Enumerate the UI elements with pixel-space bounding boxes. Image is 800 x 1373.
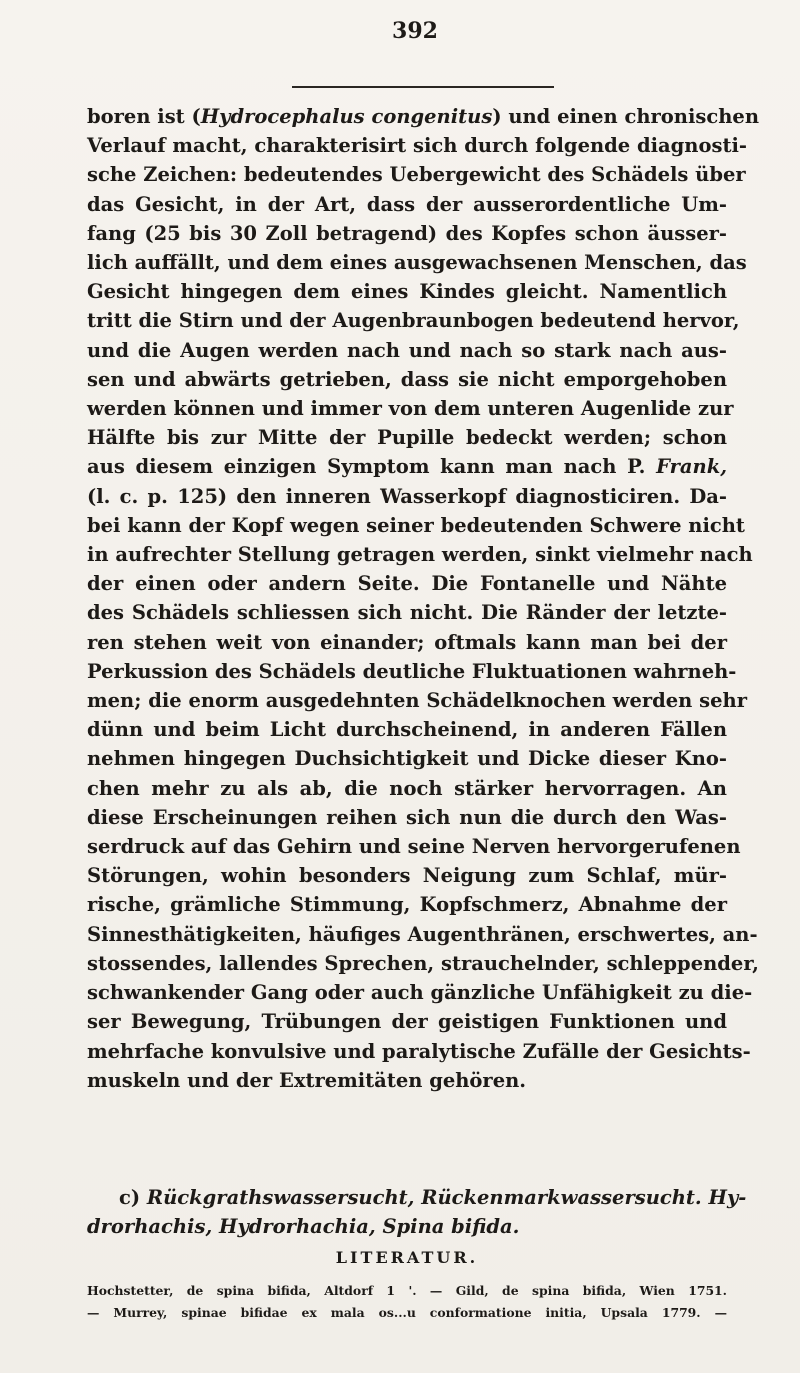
literature-line: — Murrey, spinae bifidae ex mala os...u conformatione initia, Upsala 1779. —: [87, 1305, 727, 1320]
body-text-line: Verlauf macht, charakterisirt sich durch folgende diagnosti-: [87, 134, 747, 158]
body-text-line: dünn und beim Licht durchscheinend, in anderen Fällen: [87, 718, 727, 742]
body-text-line: rische, grämliche Stimmung, Kopfschmerz, Abnahme der: [87, 893, 727, 917]
body-text-line: tritt die Stirn und der Augenbraunbogen bedeutend hervor,: [87, 309, 740, 333]
body-text-line: Gesicht hingegen dem eines Kindes gleicht. Namentlich: [87, 280, 727, 304]
body-text-line: serdruck auf das Gehirn und seine Nerven hervorgerufenen: [87, 835, 741, 859]
section-c-heading-line-2: drorhachis, Hydrorhachia, Spina bifida.: [87, 1215, 520, 1239]
body-text-line: men; die enorm ausgedehnten Schädelknochen werden sehr: [87, 689, 747, 713]
body-text-line: muskeln und der Extremitäten gehören.: [87, 1068, 527, 1092]
body-text-line: des Schädels schliessen sich nicht. Die Ränder der letzte-: [87, 601, 727, 625]
author-reference: Frank,: [656, 455, 727, 479]
header-rule: [292, 86, 554, 88]
body-text-line: boren ist (Hydrocephalus congenitus) und einen chronischen: [87, 105, 759, 128]
page-number: 392: [392, 18, 438, 44]
section-c-term-3: Hy-: [708, 1186, 747, 1209]
body-text-line: stossendes, lallendes Sprechen, strauchelnder, schleppender,: [87, 951, 759, 975]
body-text-line: sen und abwärts getrieben, dass sie nicht emporgehoben: [87, 367, 727, 391]
body-text-line: chen mehr zu als ab, die noch stärker hervorragen. An: [87, 776, 727, 800]
body-text-line: aus diesem einzigen Symptom kann man nach P. Frank,: [87, 455, 727, 479]
body-text-line: diese Erscheinungen reihen sich nun die durch den Was-: [87, 805, 727, 829]
body-text-line: werden können und immer von dem unteren Augenlide zur: [87, 397, 734, 421]
body-text-line: das Gesicht, in der Art, dass der ausserordentliche Um-: [87, 192, 727, 216]
body-text-line: ren stehen weit von einander; oftmals kann man bei der: [87, 630, 727, 654]
body-text-line: Perkussion des Schädels deutliche Fluktuationen wahrneh-: [87, 659, 737, 683]
body-text-line: Hälfte bis zur Mitte der Pupille bedeckt werden; schon: [87, 426, 727, 450]
body-text-line: Störungen, wohin besonders Neigung zum Schlaf, mür-: [87, 864, 727, 888]
literature-list: [87, 1280, 727, 1324]
body-text-line: (l. c. p. 125) den inneren Wasserkopf diagnosticiren. Da-: [87, 484, 727, 508]
body-text-line: der einen oder andern Seite. Die Fontanelle und Nähte: [87, 572, 727, 596]
latin-term: Hydrocephalus congenitus: [200, 105, 493, 128]
section-c-term-1: Rückgrathswassersucht,: [146, 1186, 415, 1209]
body-text-line: nehmen hingegen Duchsichtigkeit und Dicke dieser Kno-: [87, 747, 727, 771]
section-c-heading-line: [87, 1183, 747, 1212]
section-c-term-2: Rückenmarkwassersucht.: [421, 1186, 702, 1209]
literature-line: Hochstetter, de spina bifida, Altdorf 1 '. — Gild, de spina bifida, Wien 1751.: [87, 1283, 727, 1298]
body-text-line: bei kann der Kopf wegen seiner bedeutenden Schwere nicht: [87, 513, 745, 537]
body-text-line: schwankender Gang oder auch gänzliche Unfähigkeit zu die-: [87, 981, 753, 1005]
section-c: [87, 1183, 747, 1241]
body-text-line: in aufrechter Stellung getragen werden, sinkt vielmehr nach: [87, 543, 753, 567]
section-c-label: c): [119, 1186, 141, 1209]
body-text-line: sche Zeichen: bedeutendes Uebergewicht des Schädels über: [87, 163, 746, 187]
body-text-line: lich auffällt, und dem eines ausgewachsenen Menschen, das: [87, 251, 747, 275]
body-text-line: ser Bewegung, Trübungen der geistigen Funktionen und: [87, 1010, 727, 1034]
body-paragraph: [87, 102, 759, 1095]
body-text-line: fang (25 bis 30 Zoll betragend) des Kopfes schon äusser-: [87, 221, 727, 245]
body-text-line: Sinnesthätigkeiten, häufiges Augenthränen, erschwertes, an-: [87, 922, 758, 946]
literature-heading: LITERATUR.: [335, 1248, 479, 1267]
body-text-line: mehrfache konvulsive und paralytische Zufälle der Gesichts-: [87, 1039, 751, 1063]
body-text-line: und die Augen werden nach und nach so stark nach aus-: [87, 338, 727, 362]
